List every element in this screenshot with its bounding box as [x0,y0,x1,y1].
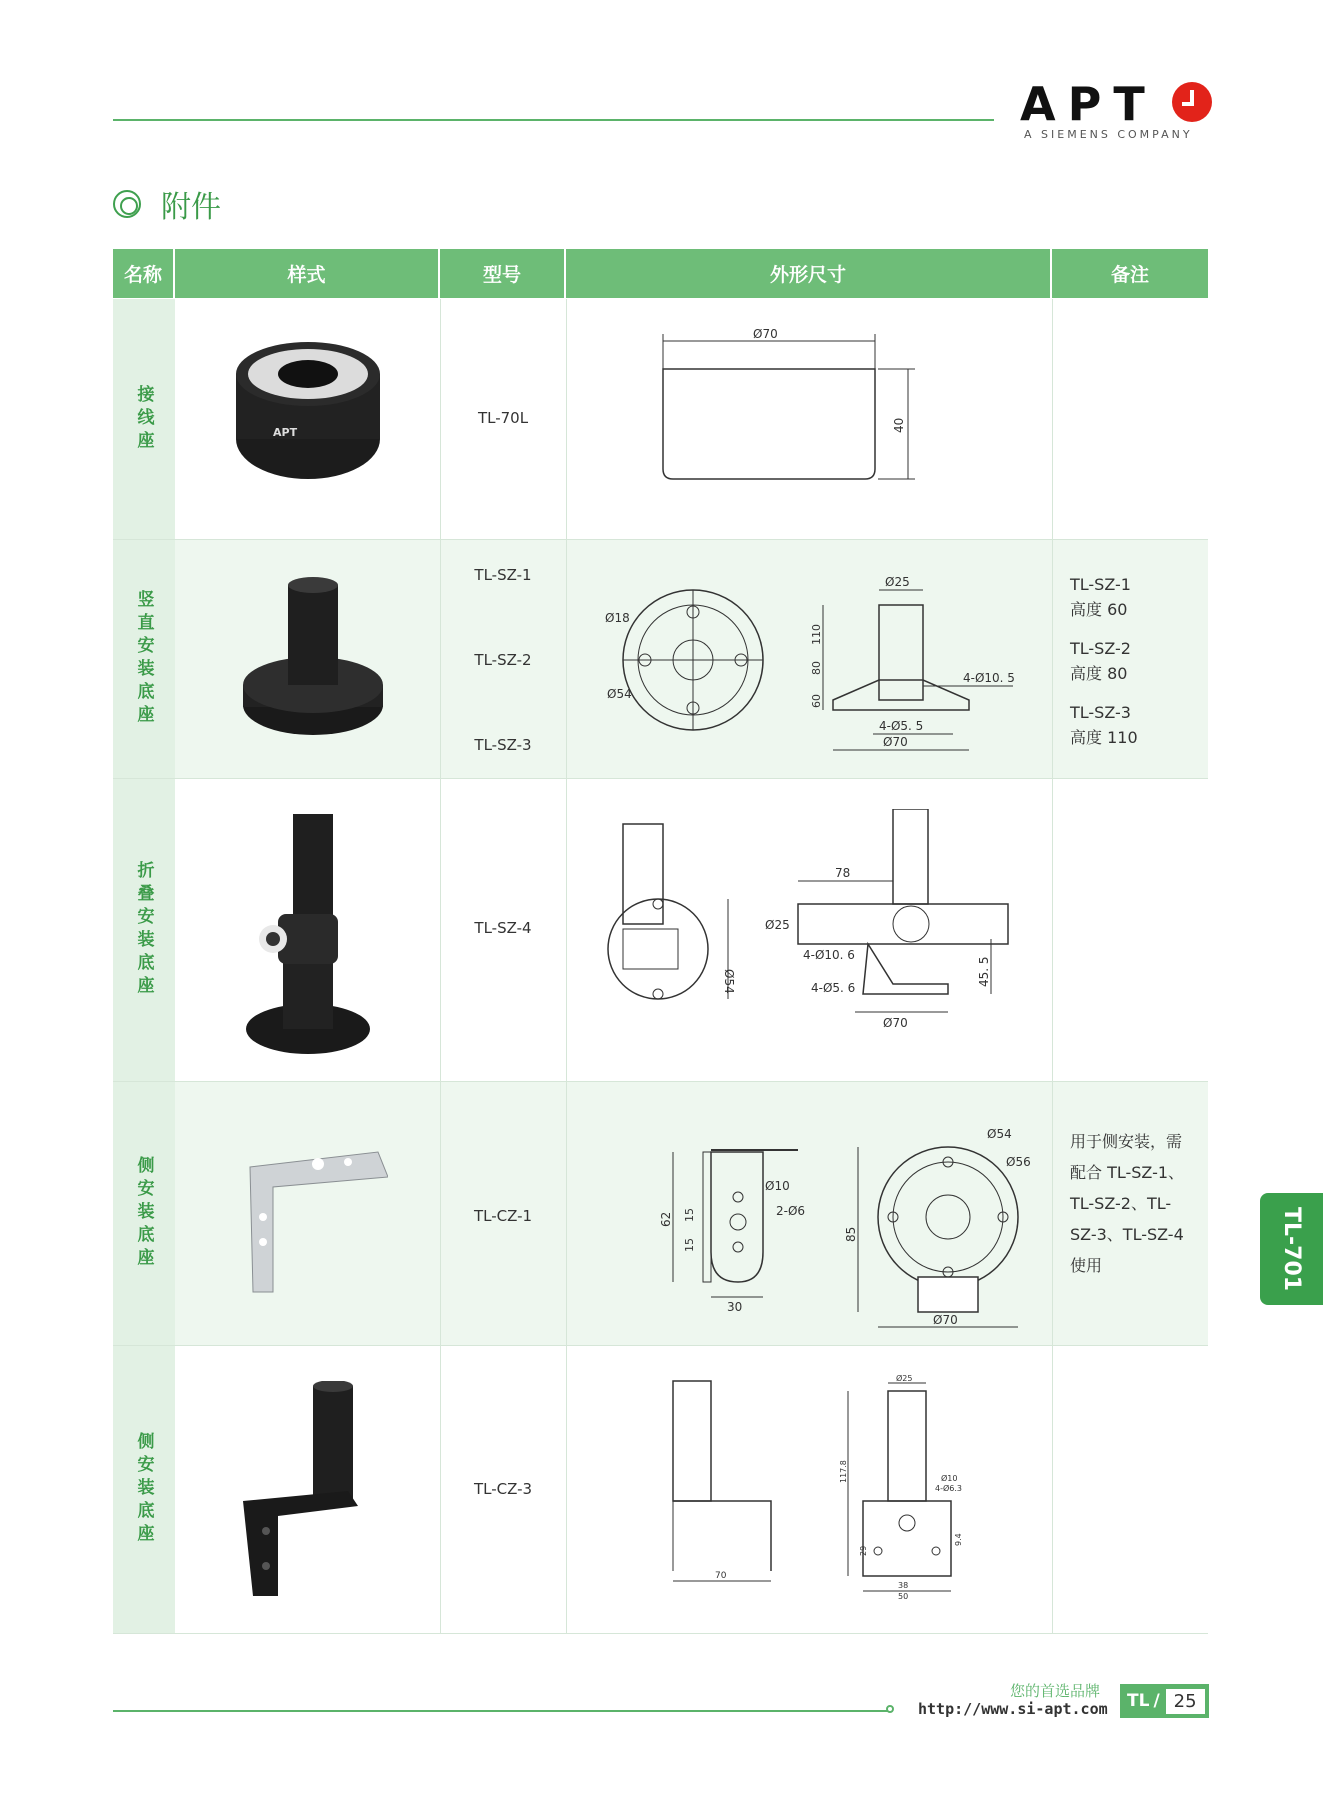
svg-text:40: 40 [892,417,906,433]
svg-text:60: 60 [810,694,823,708]
dimension-drawing [583,560,1043,770]
product-photo-tl-70l [228,334,388,484]
svg-text:Ø54: Ø54 [722,969,736,994]
row-name: 接线座 [113,299,175,539]
footer-slogan: 您的首选品牌 [1010,1682,1101,1700]
svg-text:Ø54: Ø54 [987,1127,1012,1141]
svg-text:Ø56: Ø56 [1006,1155,1031,1169]
logo-subtitle: A SIEMENS COMPANY [1024,128,1193,141]
header-model: 型号 [440,249,566,298]
logo-clock-icon [1172,82,1212,122]
remark-text: TL-SZ-1 高度 60 TL-SZ-2 高度 80 TL-SZ-3 高度 110 [1070,575,1138,747]
product-photo-tl-cz-3 [238,1381,378,1611]
model-code: TL-SZ-1 [474,566,532,584]
svg-text:29: 29 [859,1545,868,1556]
row-name: 竖直安装底座 [113,540,175,778]
header-dimensions: 外形尺寸 [566,249,1052,298]
remark-text: 用于侧安装，需 配合 TL-SZ-1、 TL-SZ-2、TL- SZ-3、TL-SZ-4 使用 [1070,1132,1185,1275]
svg-text:4-Ø10. 5: 4-Ø10. 5 [963,671,1015,685]
svg-text:15: 15 [683,1238,696,1252]
product-photo-tl-sz-4 [238,804,378,1064]
svg-text:Ø25: Ø25 [885,575,910,589]
footer-url-link[interactable]: http://www.si-apt.com [918,1700,1108,1718]
dimension-drawing [593,809,1033,1059]
svg-text:Ø70: Ø70 [883,1016,908,1030]
dimension-drawing [603,1371,1023,1611]
table-row [113,299,1208,540]
table-row [113,1082,1208,1346]
svg-text:45. 5: 45. 5 [977,956,991,987]
product-photo-tl-cz-1 [228,1142,388,1302]
header-remarks: 备注 [1052,249,1208,298]
table-row [113,1346,1208,1634]
svg-text:30: 30 [727,1300,743,1314]
header-rule [113,119,994,121]
header-style: 样式 [175,249,440,298]
row-name: 侧安装底座 [113,1082,175,1345]
table-row [113,540,1208,779]
section-heading [113,182,221,226]
page-number: 25 [1166,1689,1205,1714]
page-number-box [1120,1684,1209,1718]
footer-rule [113,1710,889,1712]
svg-text:15: 15 [683,1208,696,1222]
svg-text:117.8: 117.8 [839,1460,848,1483]
table-row [113,779,1208,1082]
svg-text:APT: APT [273,426,298,439]
svg-text:78: 78 [835,866,851,880]
svg-text:4-Ø5. 5: 4-Ø5. 5 [879,719,924,733]
svg-text:Ø25: Ø25 [765,918,790,932]
logo-text: APT [1020,77,1157,131]
series-side-tab [1260,1193,1323,1305]
model-code: TL-SZ-3 [474,736,532,754]
model-code: TL-70L [477,409,529,427]
model-code: TL-CZ-1 [473,1207,533,1225]
svg-text:62: 62 [659,1211,673,1227]
series-code: TL [1127,1691,1150,1711]
svg-text:4-Ø6.3: 4-Ø6.3 [935,1484,962,1493]
svg-text:Ø10: Ø10 [765,1179,790,1193]
side-tab-label: TL-701 [1279,1206,1304,1292]
svg-text:Ø54: Ø54 [607,687,632,701]
svg-text:Ø70: Ø70 [933,1313,958,1327]
svg-text:9.4: 9.4 [954,1533,963,1546]
apt-logo [1020,76,1210,146]
svg-text:70: 70 [715,1571,727,1581]
svg-text:80: 80 [810,661,823,675]
svg-text:Ø70: Ø70 [753,329,778,341]
svg-text:4-Ø10. 6: 4-Ø10. 6 [803,948,855,962]
svg-text:Ø18: Ø18 [605,611,630,625]
row-name: 折叠安装底座 [113,779,175,1081]
dimension-drawing [653,329,953,509]
svg-text:Ø70: Ø70 [883,735,908,749]
dimension-drawing [593,1112,1043,1342]
model-code: TL-SZ-4 [474,919,532,937]
svg-text:4-Ø5. 6: 4-Ø5. 6 [811,981,856,995]
page-slash: / [1153,1691,1160,1711]
svg-text:38: 38 [898,1581,909,1590]
svg-text:Ø10: Ø10 [941,1474,958,1483]
section-title: 附件 [161,190,221,225]
row-name: 侧安装底座 [113,1346,175,1633]
product-photo-tl-sz [233,575,393,765]
svg-text:50: 50 [898,1592,909,1601]
svg-text:2-Ø6: 2-Ø6 [776,1204,806,1218]
model-code: TL-CZ-3 [473,1480,533,1498]
svg-text:Ø25: Ø25 [896,1374,913,1383]
header-name: 名称 [113,249,175,298]
svg-text:85: 85 [844,1226,858,1242]
footer-rule-end-dot [886,1705,894,1713]
svg-text:110: 110 [810,624,823,645]
double-circle-icon [113,190,141,218]
model-code: TL-SZ-2 [474,651,532,669]
